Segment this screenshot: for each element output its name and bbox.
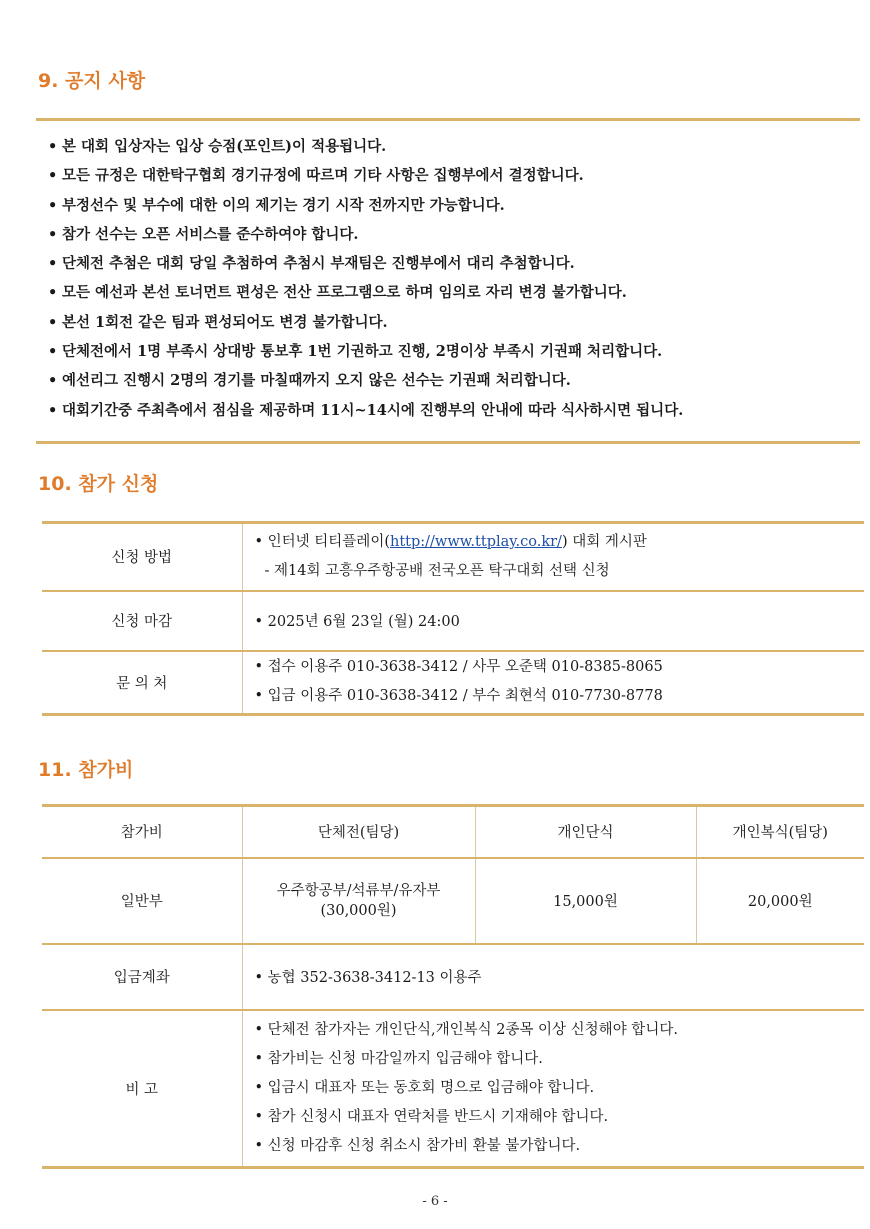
apply-method-value: [242, 523, 864, 591]
apply-method-label: 신청 방법: [42, 523, 242, 591]
notice-item: [48, 337, 683, 366]
ttplay-link[interactable]: http://www.ttplay.co.kr/: [389, 533, 562, 550]
remark-line: • 신청 마감후 신청 취소시 참가비 환불 불가합니다.: [254, 1137, 581, 1154]
contact-label: 문 의 처: [42, 651, 242, 715]
section-10-title: 10. 참가 신청: [38, 473, 159, 495]
notice-text: 대회기간중 주최측에서 점심을 제공하며 11시~14시에 진행부의 안내에 따라 식사하시면 됩니다.: [62, 401, 684, 419]
notice-item: [48, 220, 683, 249]
notice-item: [48, 278, 683, 307]
apply-method-line2: - 제14회 고흥우주항공배 전국오픈 탁구대회 선택 신청: [264, 562, 610, 579]
remarks-row: [42, 1010, 864, 1168]
fee-header: 단체전(팀당): [242, 806, 475, 858]
notice-bottom-rule: [36, 441, 860, 444]
apply-method-line1: [255, 528, 865, 557]
deadline-value: • 2025년 6월 23일 (월) 24:00: [254, 614, 460, 630]
apply-method-row: [42, 523, 864, 591]
single-fee: 15,000원: [475, 858, 696, 944]
remarks-label: 비 고: [42, 1010, 242, 1168]
notice-text: 단체전 추첨은 대회 당일 추첨하여 추첨시 부재팀은 진행부에서 대리 추첨합니다.: [62, 255, 575, 273]
notice-item: [48, 249, 683, 278]
page-number: - 6 -: [422, 1194, 448, 1209]
bullet-icon: •: [48, 401, 58, 419]
deadline-label: 신청 마감: [42, 591, 242, 651]
notice-text: 예선리그 진행시 2명의 경기를 마칠때까지 오지 않은 선수는 기권패 처리합니다.: [62, 372, 571, 390]
deadline-row: [42, 591, 864, 651]
bullet-icon: •: [48, 167, 58, 185]
apply-method-prefix: • 인터넷 티티플레이(: [254, 533, 390, 550]
notice-text: 본 대회 입상자는 입상 승점(포인트)이 적용됩니다.: [62, 138, 387, 155]
notice-item: [48, 308, 683, 337]
account-label: 입금계좌: [42, 944, 242, 1010]
contact-line: • 입금 이용주 010-3638-3412 / 부수 최현석 010-7730-8778: [254, 688, 663, 705]
contact-line: • 접수 이용주 010-3638-3412 / 사무 오준택 010-8385-8065: [254, 659, 663, 676]
general-fee-row: [42, 858, 864, 944]
notice-text: 모든 예선과 본선 토너먼트 편성은 전산 프로그램으로 하며 임의로 자리 변경 불가합니다.: [62, 284, 627, 302]
notice-item: [48, 366, 683, 395]
application-table: [42, 521, 864, 716]
notice-item: [48, 191, 683, 220]
notice-box: [36, 118, 860, 444]
bullet-icon: •: [48, 313, 58, 331]
double-fee: 20,000원: [747, 894, 813, 910]
notice-text: 본선 1회전 같은 팀과 편성되어도 변경 불가합니다.: [62, 313, 388, 331]
bullet-icon: •: [48, 255, 58, 273]
remark-line: • 참가비는 신청 마감일까지 입금해야 합니다.: [254, 1050, 543, 1067]
team-divisions: 우주항공부/석류부/유자부: [276, 882, 441, 899]
contact-value: [242, 651, 864, 715]
fee-header-row: [42, 806, 864, 858]
remark-line: • 참가 신청시 대표자 연락처를 반드시 기재해야 합니다.: [254, 1108, 609, 1125]
notice-item: [48, 396, 683, 425]
notice-top-rule: [36, 118, 860, 121]
remarks-value: [242, 1010, 864, 1168]
notice-text: 모든 규정은 대한탁구협회 경기규정에 따르며 기타 사항은 집행부에서 결정합니다.: [62, 167, 584, 185]
team-fee: (30,000원): [320, 902, 397, 919]
bullet-icon: •: [48, 372, 58, 390]
account-value: • 농협 352-3638-3412-13 이용주: [254, 970, 482, 986]
remark-line: • 입금시 대표자 또는 동호회 명으로 입금해야 합니다.: [254, 1079, 595, 1096]
notice-item: [48, 132, 683, 161]
general-label: 일반부: [42, 858, 242, 944]
bullet-icon: •: [48, 138, 58, 155]
notice-item: [48, 161, 683, 190]
team-fee-cell: [242, 858, 475, 944]
bullet-icon: •: [48, 284, 58, 302]
fee-header: 참가비: [42, 806, 242, 858]
contact-row: [42, 651, 864, 715]
fee-header: 개인단식: [475, 806, 696, 858]
bullet-icon: •: [48, 343, 58, 361]
notice-text: 부정선수 및 부수에 대한 이의 제기는 경기 시작 전까지만 가능합니다.: [62, 196, 505, 214]
account-row: [42, 944, 864, 1010]
apply-method-suffix: ) 대회 게시판: [561, 533, 647, 550]
notice-text: 단체전에서 1명 부족시 상대방 통보후 1번 기권하고 진행, 2명이상 부족시 기권패 처리합니다.: [62, 343, 663, 361]
section-11-title: 11. 참가비: [38, 759, 134, 781]
notice-text: 참가 선수는 오픈 서비스를 준수하여야 합니다.: [62, 225, 359, 243]
remark-line: • 단체전 참가자는 개인단식,개인복식 2종목 이상 신청해야 합니다.: [254, 1021, 678, 1038]
fee-header: 개인복식(팀당): [732, 825, 828, 842]
fee-table: [42, 804, 864, 1169]
notice-list: [48, 132, 683, 425]
bullet-icon: •: [48, 196, 58, 214]
bullet-icon: •: [48, 225, 58, 243]
section-9-title: 9. 공지 사항: [38, 70, 146, 92]
